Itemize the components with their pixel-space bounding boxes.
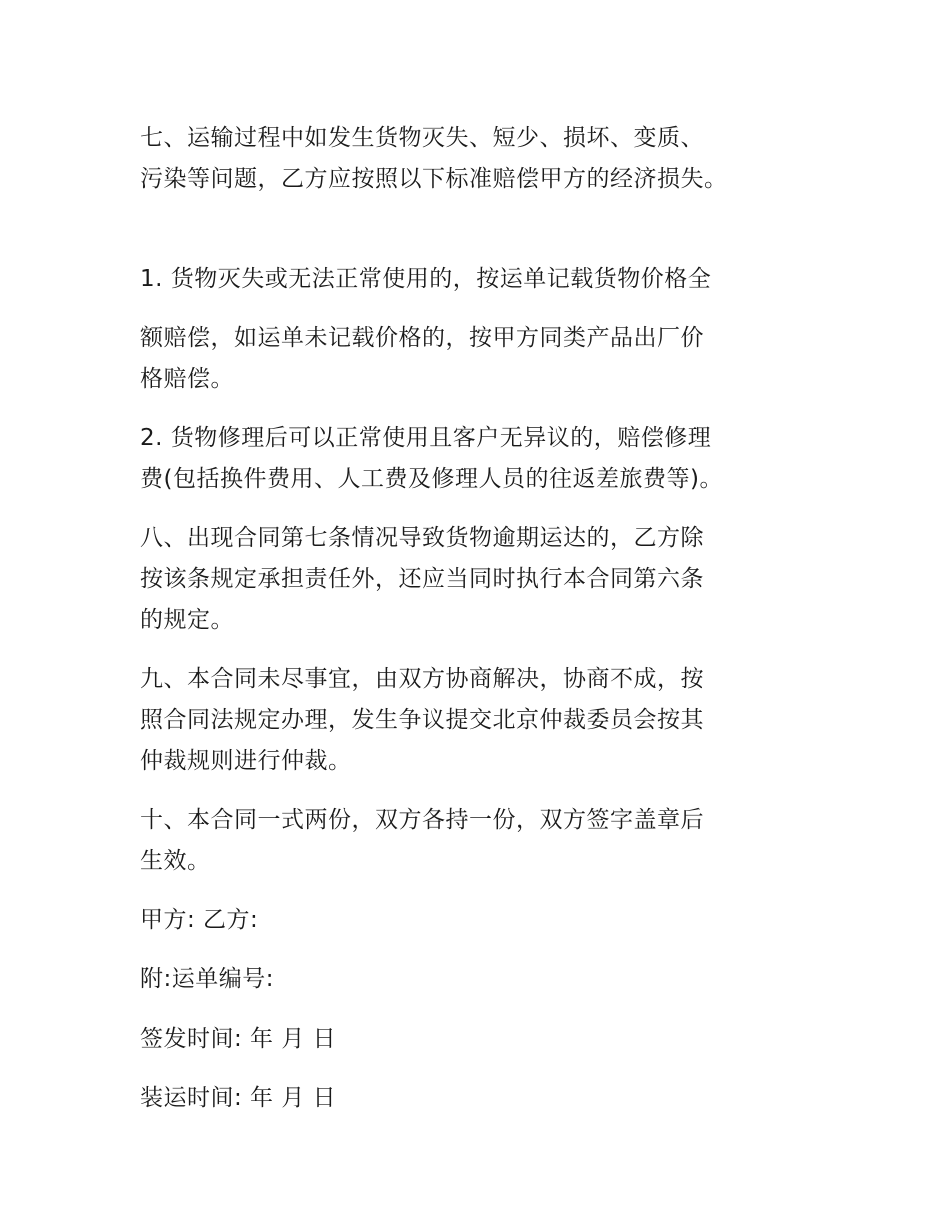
issue-date-line: 签发时间: 年 月 日 [140,1026,337,1052]
item-1-line-2: 额赔偿，如运单未记载价格的，按甲方同类产品出厂价 [140,325,704,351]
shipping-date-line: 装运时间: 年 月 日 [140,1085,337,1111]
clause-7-line-1: 七、运输过程中如发生货物灭失、短少、损坏、变质、 [140,125,704,151]
item-2-line-2: 费(包括换件费用、人工费及修理人员的往返差旅费等)。 [140,466,723,492]
clause-8-line-3: 的规定。 [140,607,234,633]
clause-9-line-3: 仲裁规则进行仲裁。 [140,748,352,774]
clause-9-line-2: 照合同法规定办理，发生争议提交北京仲裁委员会按其 [140,707,704,733]
item-2-line-1: 2. 货物修理后可以正常使用且客户无异议的，赔偿修理 [140,425,712,451]
clause-10-line-2: 生效。 [140,848,211,874]
clause-9-line-1: 九、本合同未尽事宜，由双方协商解决，协商不成，按 [140,666,704,692]
clause-7-line-2: 污染等问题，乙方应按照以下标准赔偿甲方的经济损失。 [140,166,728,192]
item-1-line-1: 1. 货物灭失或无法正常使用的，按运单记载货物价格全 [140,266,712,292]
clause-10-line-1: 十、本合同一式两份，双方各持一份，双方签字盖章后 [140,807,704,833]
waybill-number-line: 附:运单编号: [140,966,274,992]
party-signature-line: 甲方: 乙方: [140,907,259,933]
item-1-line-3: 格赔偿。 [140,366,234,392]
clause-8-line-1: 八、出现合同第七条情况导致货物逾期运达的，乙方除 [140,525,704,551]
clause-8-line-2: 按该条规定承担责任外，还应当同时执行本合同第六条 [140,566,704,592]
